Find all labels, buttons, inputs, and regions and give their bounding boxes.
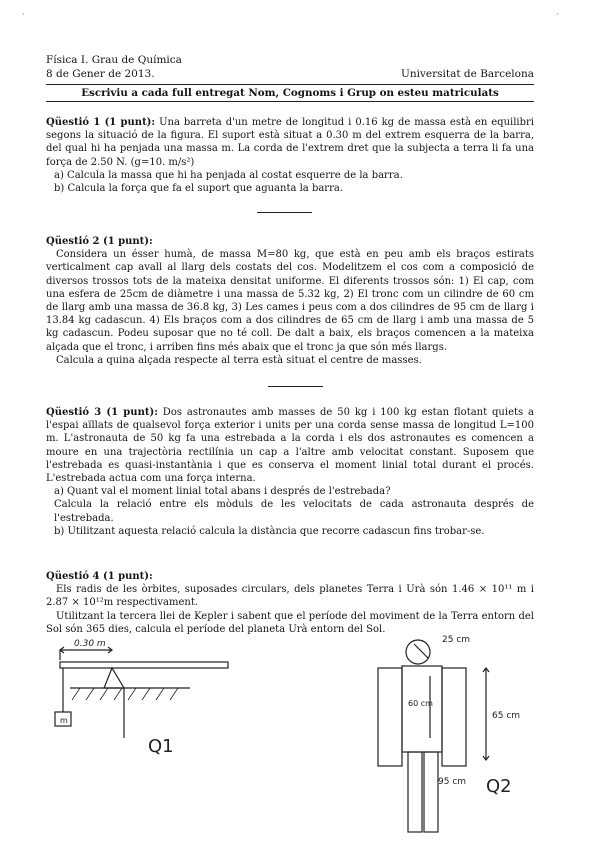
question-4 <box>46 570 534 636</box>
right-arm <box>442 668 466 766</box>
figure-q2-leg-label: 95 cm <box>438 777 467 787</box>
question-1-part-a: a) Calcula la massa que hi ha penjada al costat esquerre de la barra. <box>54 169 403 181</box>
corner-mark: · <box>556 10 559 19</box>
question-3-title: Qüestió 3 (1 punt): <box>46 407 158 418</box>
support-triangle <box>104 668 124 688</box>
question-3-text: Dos astronautes amb masses de 50 kg i 100 kg estan flotant quiets a l'espai aïllats de qualsevol força exterior i units per una corda sense massa de longitud L=100 m. L'astronauta de 50 kg fa una estrebada a la corda i els dos astronautes es comencen a moure en una trajectòria rectilínia un cap a l'altre amb velocitat constant. Suposem que l'estrebada es quasi-instantània i que es conserva el moment linial total durant el procés. L'estrebada actua com una força interna. <box>46 407 534 485</box>
question-3 <box>46 406 534 538</box>
figure-q2-arm-label: 65 cm <box>492 711 521 721</box>
university-name: Universitat de Barcelona <box>401 68 534 80</box>
figure-q2-head-label: 25 cm <box>442 635 471 645</box>
separator <box>268 386 323 387</box>
question-4-ask: Utilitzant la tercera llei de Kepler i sabent que el període del moviment de la Terra entorn del Sol són 365 dies, calcula el període del planeta Urà entorn del Sol. <box>46 610 534 635</box>
question-1-part-b: b) Calcula la força que fa el suport que aguanta la barra. <box>54 183 344 195</box>
question-4-title: Qüestió 4 (1 punt): <box>46 571 153 582</box>
exam-date: 8 de Gener de 2013. <box>46 68 155 80</box>
header-rule-top <box>46 84 534 85</box>
question-4-text: Els radis de les òrbites, suposades circulars, dels planetes Terra i Urà són 1.46 × 10¹¹ m i 2.87 × 10¹²m respectivament. <box>46 584 534 609</box>
question-3-part-b: b) Utilitzant aquesta relació calcula la distància que recorre cadascun fins trobar-se. <box>54 525 485 537</box>
figure-q2-trunk-label: 60 cm <box>408 699 433 708</box>
figure-q2-label: Q2 <box>486 776 512 797</box>
bar <box>60 662 228 668</box>
figure-q2 <box>378 640 489 832</box>
question-1-text: Una barreta d'un metre de longitud i 0.16 kg de massa està en equilibri segons la situació de la figura. El suport està situat a 0.30 m del extrem esquerra de la barra, del qual hi ha penjada una massa m. La corda de l'extrem dret que la subjecta a terra li fa una força de 2.50 N. (g=10. m/s²) <box>46 117 534 168</box>
question-2-text: Considera un ésser humà, de massa M=80 kg, que està en peu amb els braços estirats verticalment cap avall al llarg dels costats del cos. Modelitzem el cos com a composició de diversos trossos tots de la mateixa densitat uniforme. El diferents trossos són: 1) El cap, com una esfera de 25cm de diàmetre i una massa de 5.32 kg, 2) El tronc com un cilindre de 60 cm de llarg amb una massa de 36.8 kg, 3) Les cames i peus com a dos cilindres de 95 cm de llarg i 13.84 kg cadascun. 4) Els braços com a dos cilindres de 65 cm de llarg i amb una massa de 5 kg cadascun. Podeu suposar que no té coll. De dalt a baix, els braços comencen a la mateixa alçada que el tronc, i arriben fins més abaix que el tronc ja que són més llargs. <box>46 249 534 353</box>
corner-mark: · <box>22 10 25 19</box>
figure-q1-mass-label: m <box>60 716 68 725</box>
figure-q1 <box>55 647 228 738</box>
head-diameter <box>414 644 428 658</box>
figure-q1-dimension: 0.30 m <box>74 639 106 649</box>
question-3-part-a2: Calcula la relació entre els mòduls de les velocitats de cada astronauta després de l'estrebada. <box>54 499 534 524</box>
left-leg <box>408 752 422 832</box>
question-1-title: Qüestió 1 (1 punt): <box>46 117 156 128</box>
figure-q1-label: Q1 <box>148 736 174 757</box>
ground-hatching <box>72 688 178 700</box>
separator <box>257 212 312 213</box>
figures-area <box>0 628 600 848</box>
question-2-title: Qüestió 2 (1 punt): <box>46 236 153 247</box>
left-arm <box>378 668 402 766</box>
trunk <box>402 666 442 752</box>
question-2 <box>46 235 534 367</box>
question-1 <box>46 116 534 195</box>
course-name: Física I. Grau de Química <box>46 54 182 66</box>
question-2-ask: Calcula a quina alçada respecte al terra està situat el centre de masses. <box>56 354 422 366</box>
instructions-banner: Escriviu a cada full entregat Nom, Cognoms i Grup on esteu matriculats <box>81 87 499 99</box>
header-rule-bottom <box>46 101 534 102</box>
head <box>406 640 430 664</box>
right-leg <box>424 752 438 832</box>
question-3-part-a: a) Quant val el moment linial total abans i després de l'estrebada? <box>54 486 391 498</box>
